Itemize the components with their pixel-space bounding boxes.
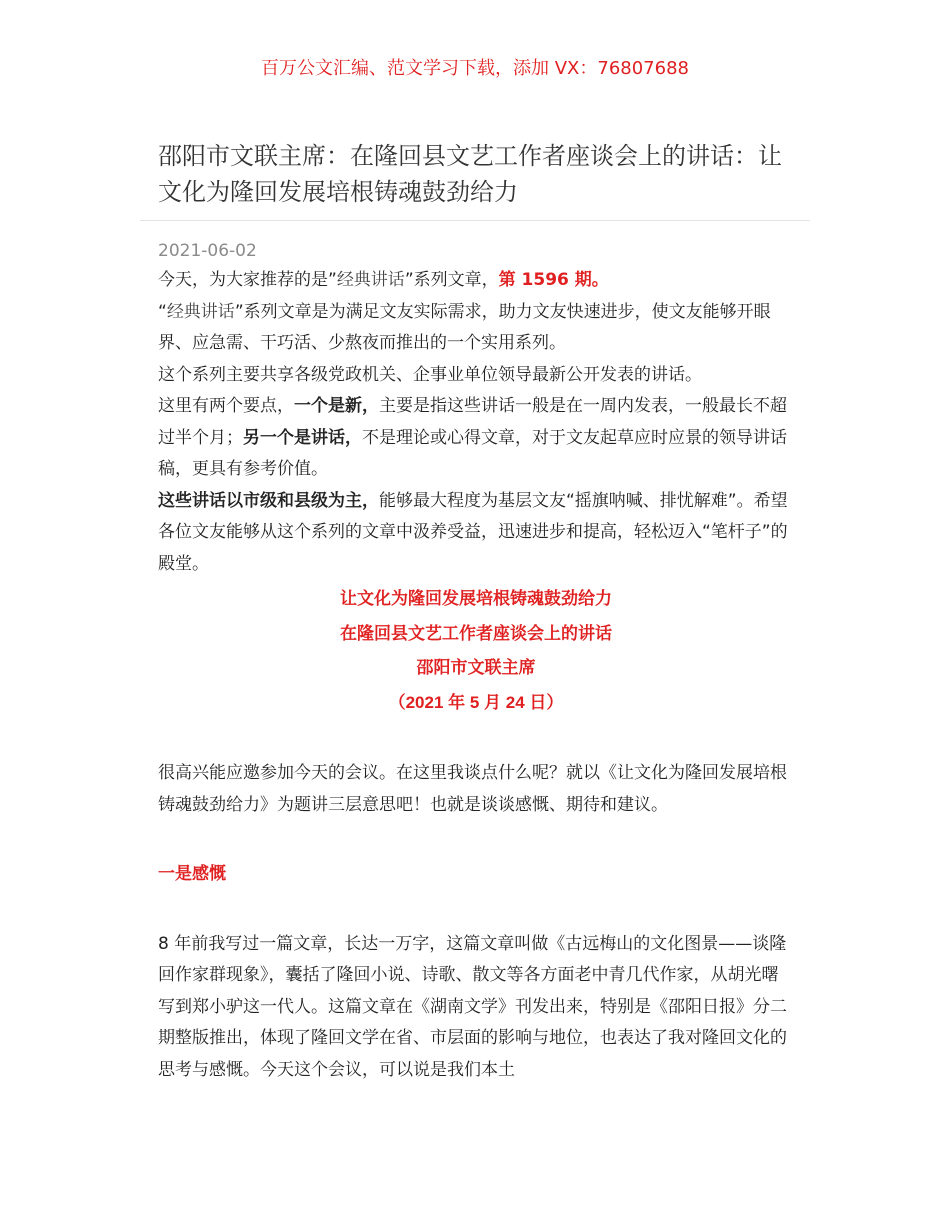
article-content	[158, 265, 794, 1086]
speech-header	[158, 582, 794, 720]
speech-date: （2021 年 5 月 24 日）	[388, 692, 564, 712]
body-paragraph-2: 8 年前我写过一篇文章，长达一万字，这篇文章叫做《古远梅山的文化图景——谈隆回作家群现象》，囊括了隆回小说、诗歌、散文等各方面老中青几代作家，从胡光曙写到郑小驴这一代人。这篇文章在《湖南文学》刊发出来，特别是《邵阳日报》分二期整版推出，体现了隆回文学在省、市层面的影响与地位，也表达了我对隆回文化的思考与感慨。今天这个会议，可以说是我们本土	[158, 933, 787, 1080]
intro-paragraph-4: 这里有两个要点，一个是新，主要是指这些讲话一般是在一周内发表，一般最长不超过半个月；另一个是讲话，不是理论或心得文章，对于文友起草应时应景的领导讲话稿，更具有参考价值。	[158, 396, 787, 479]
speaker: 邵阳市文联主席	[416, 658, 536, 677]
series-name: 经典讲话	[166, 301, 235, 322]
intro-paragraph-1: 今天，为大家推荐的是”经典讲话”系列文章，第 1596 期。	[158, 270, 609, 290]
intro-paragraph-3: 这个系列主要共享各级党政机关、企事业单位领导最新公开发表的讲话。	[158, 364, 702, 385]
series-name: 经典讲话	[336, 270, 405, 290]
speech-title: 让文化为隆回发展培根铸魂鼓劲给力	[340, 589, 612, 608]
promo-banner: 百万公文汇编、范文学习下载，添加 VX：76807688	[261, 58, 689, 79]
intro-paragraph-5: 这些讲话以市级和县级为主，能够最大程度为基层文友“摇旗呐喊、排忧解难”。希望各位文友能够从这个系列的文章中汲养受益，迅速进步和提高，轻松迈入“笔杆子”的殿堂。	[158, 490, 788, 574]
issue-number: 第 1596 期。	[498, 270, 609, 290]
title-divider	[140, 220, 810, 221]
speech-occasion: 在隆回县文艺工作者座谈会上的讲话	[340, 623, 612, 643]
article-title: 邵阳市文联主席：在隆回县文艺工作者座谈会上的讲话：让文化为隆回发展培根铸魂鼓劲给力	[158, 142, 782, 206]
intro-paragraph-2: “经典讲话”系列文章是为满足文友实际需求，助力文友快速进步，使文友能够开眼界、应急需、干巧活、少熬夜而推出的一个实用系列。	[158, 301, 771, 353]
body-paragraph-1: 很高兴能应邀参加今天的会议。在这里我谈点什么呢？就以《让文化为隆回发展培根铸魂鼓劲给力》为题讲三层意思吧！也就是谈谈感慨、期待和建议。	[158, 763, 787, 815]
publish-date: 2021-06-02	[158, 241, 257, 261]
section-heading: 一是感慨	[158, 864, 226, 884]
